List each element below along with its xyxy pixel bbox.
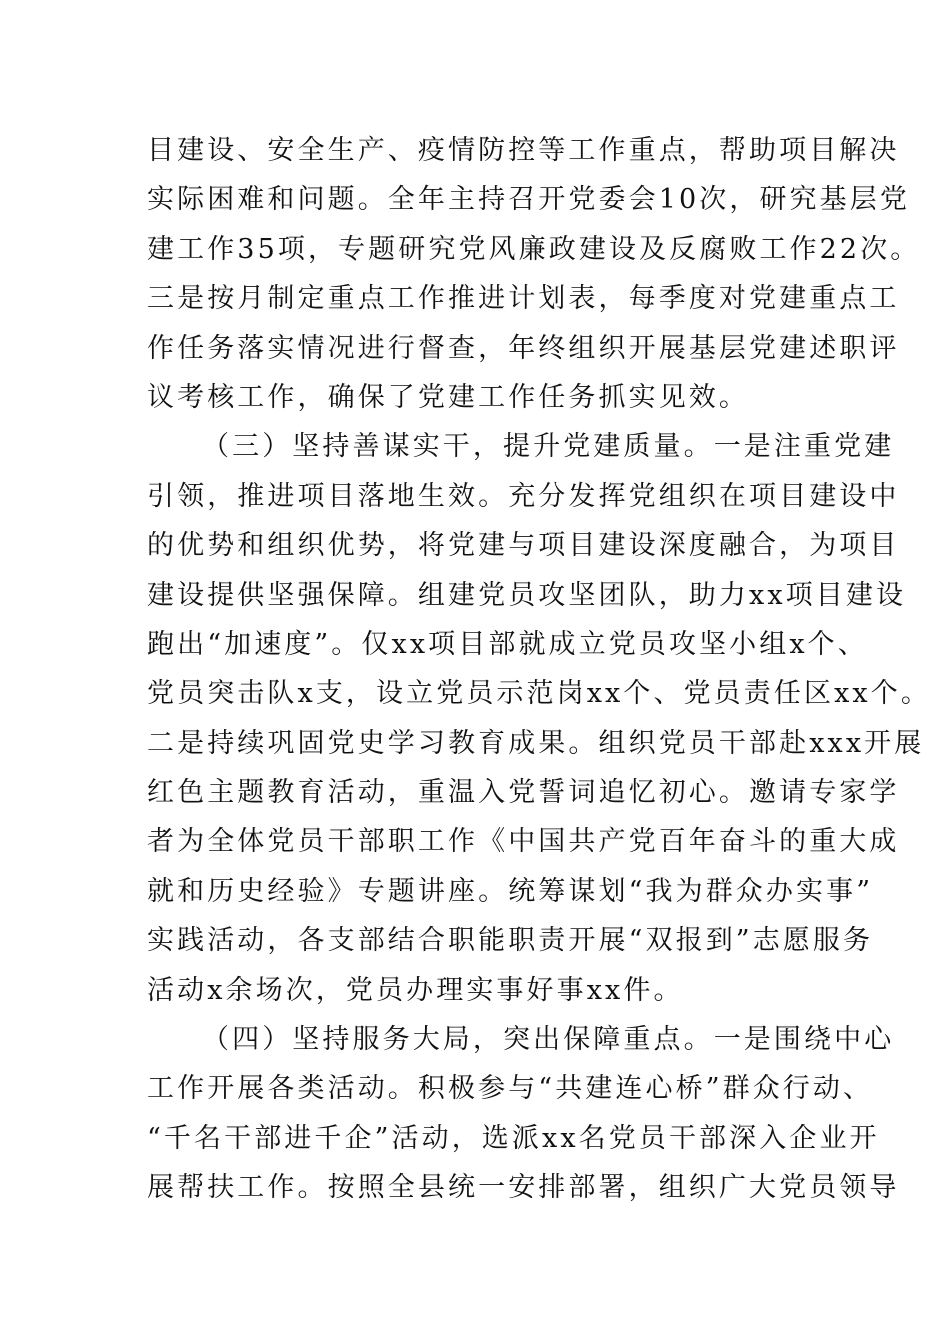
text-line: 者为全体党员干部职工作《中国共产党百年奋斗的重大成 [147,826,900,858]
text-line: 目建设、安全生产、疫情防控等工作重点，帮助项目解决 [147,135,900,166]
text-line: 二是持续巩固党史学习教育成果。组织党员干部赴xxx开展 [147,727,925,759]
body-text [147,126,931,1213]
text-line: 跑出“加速度”。仅xx项目部就成立党员攻坚小组x个、 [147,628,868,660]
text-line: 活动x余场次，党员办理实事好事xx件。 [147,974,684,1006]
text-line: “千名干部进千企”活动，选派xx名党员干部深入企业开 [147,1122,880,1154]
text-line: 议考核工作，确保了党建工作任务抓实见效。 [147,381,749,413]
text-line: 就和历史经验》专题讲座。统筹谋划“我为群众办实事” [147,875,874,907]
text-line: 建设提供坚强保障。组建党员攻坚团队，助力xx项目建设 [147,579,907,611]
text-line: 实际困难和问题。全年主持召开党委会10次，研究基层党 [147,184,910,216]
text-line: 展帮扶工作。按照全县统一安排部署，组织广大党员领导 [147,1172,900,1204]
text-line: 工作开展各类活动。积极参与“共建连心桥”群众行动、 [147,1073,874,1105]
paragraph-heading-line: （四）坚持服务大局，突出保障重点。一是围绕中心 [202,1024,895,1056]
text-line: 党员突击队x支，设立党员示范岗xx个、党员责任区xx个。 [147,678,931,710]
text-line: 建工作35项，专题研究党风廉政建设及反腐败工作22次。 [147,233,921,265]
text-line: 作任务落实情况进行督查，年终组织开展基层党建述职评 [147,332,900,364]
text-line: 实践活动，各支部结合职能职责开展“双报到”志愿服务 [147,925,874,957]
text-line: 的优势和组织优势，将党建与项目建设深度融合，为项目 [147,530,900,562]
text-line: 三是按月制定重点工作推进计划表，每季度对党建重点工 [147,283,900,315]
paragraph-heading-line: （三）坚持善谋实干，提升党建质量。一是注重党建 [202,431,895,463]
text-line: 引领，推进项目落地生效。充分发挥党组织在项目建设中 [147,480,900,512]
text-line: 红色主题教育活动，重温入党誓词追忆初心。邀请专家学 [147,777,900,809]
